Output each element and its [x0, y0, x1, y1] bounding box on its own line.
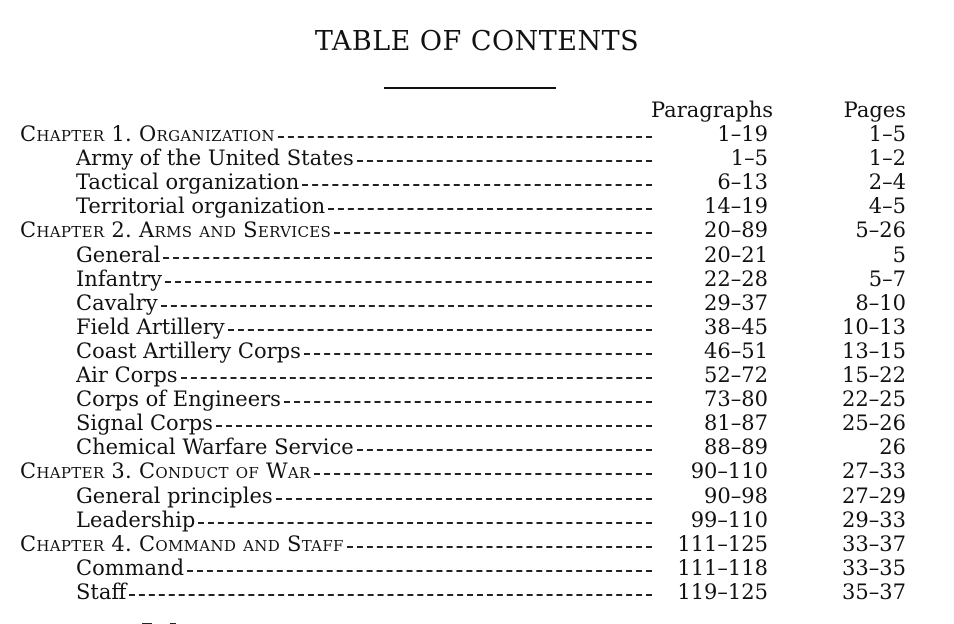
- entry-paragraphs: 90–110: [690, 459, 768, 484]
- entry-title: Leadership: [76, 507, 196, 532]
- section-row: [0, 267, 954, 291]
- cropped-next-line: [130, 612, 830, 624]
- section-row: [0, 435, 954, 459]
- entry-title: Chapter 4. Command and Staff: [20, 531, 344, 556]
- entry-label-with-leader: [76, 411, 656, 435]
- section-row: [0, 170, 954, 194]
- entry-label-with-leader: [76, 387, 656, 411]
- chapter-row: [0, 122, 954, 146]
- entry-label-with-leader: [76, 194, 656, 218]
- entry-pages: 8–10: [855, 290, 906, 315]
- leader-dots: [129, 594, 652, 596]
- leader-dots: [276, 498, 652, 500]
- leader-dots: [278, 136, 652, 138]
- leader-dots: [347, 546, 652, 548]
- column-header-paragraphs: Paragraphs: [650, 98, 773, 122]
- section-row: [0, 484, 954, 508]
- entry-paragraphs: 46–51: [704, 338, 768, 363]
- entry-title: Signal Corps: [76, 411, 213, 436]
- entry-pages: 5: [892, 242, 906, 267]
- leader-dots: [181, 377, 652, 379]
- entry-title: Chemical Warfare Service: [76, 435, 354, 460]
- entry-label-with-leader: [76, 339, 656, 363]
- entry-paragraphs: 111–125: [677, 531, 768, 556]
- entry-title: Tactical organization: [76, 170, 300, 195]
- section-row: [0, 146, 954, 170]
- page-title: TABLE OF CONTENTS: [314, 26, 640, 57]
- entry-label-with-leader: [76, 435, 656, 459]
- entry-title: Army of the United States: [76, 146, 354, 171]
- entry-label-with-leader: [76, 291, 656, 315]
- leader-dots: [314, 473, 652, 475]
- entry-label-with-leader: [20, 532, 656, 556]
- entry-paragraphs: 14–19: [704, 194, 768, 219]
- leader-dots: [357, 160, 652, 162]
- section-row: [0, 556, 954, 580]
- entry-paragraphs: 90–98: [704, 483, 768, 508]
- entry-pages: 29–33: [842, 507, 906, 532]
- leader-dots: [228, 329, 652, 331]
- entry-paragraphs: 88–89: [704, 435, 768, 460]
- entry-label-with-leader: [76, 146, 656, 170]
- entry-paragraphs: 20–21: [704, 242, 768, 267]
- entry-title: Infantry: [76, 266, 162, 291]
- entry-pages: 35–37: [842, 579, 906, 604]
- leader-dots: [304, 353, 652, 355]
- entry-label-with-leader: [20, 122, 656, 146]
- entry-title: Chapter 1. Organization: [20, 122, 275, 146]
- leader-dots: [161, 305, 652, 307]
- entry-label-with-leader: [76, 580, 656, 604]
- entry-label-with-leader: [76, 363, 656, 387]
- entry-title: Territorial organization: [76, 194, 326, 219]
- leader-dots: [328, 208, 652, 210]
- leader-dots: [165, 281, 652, 283]
- entry-paragraphs: 119–125: [677, 579, 768, 604]
- section-row: [0, 243, 954, 267]
- leader-dots: [284, 401, 652, 403]
- entry-label-with-leader: [76, 484, 656, 508]
- section-row: [0, 194, 954, 218]
- entry-pages: 25–26: [842, 411, 906, 436]
- entry-pages: 15–22: [842, 363, 906, 387]
- entry-label-with-leader: [76, 170, 656, 194]
- chapter-row: [0, 459, 954, 483]
- entry-pages: 10–13: [842, 314, 906, 339]
- entry-pages: 2–4: [868, 170, 906, 195]
- entry-label-with-leader: [76, 508, 656, 532]
- entry-pages: 26: [879, 435, 906, 460]
- entry-label-with-leader: [76, 315, 656, 339]
- entry-pages: 1–2: [868, 146, 906, 171]
- entry-paragraphs: 73–80: [704, 387, 768, 412]
- leader-dots: [357, 449, 652, 451]
- column-header-pages: Pages: [843, 98, 906, 122]
- chapter-row: [0, 532, 954, 556]
- entry-pages: 33–35: [842, 555, 906, 580]
- section-row: [0, 291, 954, 315]
- entry-paragraphs: 1–19: [717, 122, 768, 146]
- entry-label-with-leader: [76, 243, 656, 267]
- entry-pages: 27–29: [842, 483, 906, 508]
- leader-dots: [163, 257, 652, 259]
- entry-title: General: [76, 242, 161, 267]
- entry-title: Air Corps: [76, 363, 178, 387]
- entry-paragraphs: 1–5: [730, 146, 768, 171]
- entry-title: Field Artillery: [76, 314, 225, 339]
- section-row: [0, 411, 954, 435]
- entry-title: Command: [76, 555, 185, 580]
- entry-label-with-leader: [20, 218, 656, 242]
- entry-title: Corps of Engineers: [76, 387, 281, 412]
- section-row: [0, 315, 954, 339]
- entry-title: Cavalry: [76, 290, 158, 315]
- entry-paragraphs: 22–28: [704, 266, 768, 291]
- section-row: [0, 387, 954, 411]
- chapter-row: [0, 218, 954, 242]
- cropped-text-fragments: [130, 615, 830, 624]
- entry-paragraphs: 52–72: [704, 363, 768, 387]
- entry-paragraphs: 6–13: [717, 170, 768, 195]
- entry-paragraphs: 29–37: [704, 290, 768, 315]
- entry-title: Chapter 2. Arms and Services: [20, 218, 332, 243]
- entry-pages: 33–37: [842, 531, 906, 556]
- entry-title: Staff: [76, 579, 127, 604]
- entry-paragraphs: 81–87: [704, 411, 768, 436]
- entry-title: General principles: [76, 483, 273, 508]
- title-rule: [384, 87, 556, 89]
- entry-title: Coast Artillery Corps: [76, 338, 301, 363]
- entry-paragraphs: 99–110: [690, 507, 768, 532]
- entry-pages: 27–33: [842, 459, 906, 484]
- section-row: [0, 580, 954, 604]
- entry-pages: 13–15: [842, 338, 906, 363]
- entry-title: Chapter 3. Conduct of War: [20, 459, 311, 484]
- entry-pages: 5–7: [868, 266, 906, 291]
- section-row: [0, 363, 954, 387]
- entry-label-with-leader: [76, 556, 656, 580]
- leader-dots: [302, 184, 652, 186]
- entry-pages: 5–26: [855, 218, 906, 243]
- entry-paragraphs: 38–45: [704, 314, 768, 339]
- entry-paragraphs: 20–89: [704, 218, 768, 243]
- leader-dots: [187, 570, 652, 572]
- entry-paragraphs: 111–118: [677, 555, 768, 580]
- entry-pages: 22–25: [842, 387, 906, 412]
- entry-label-with-leader: [20, 459, 656, 483]
- section-row: [0, 339, 954, 363]
- leader-dots: [198, 522, 652, 524]
- leader-dots: [216, 425, 652, 427]
- entry-pages: 1–5: [868, 122, 906, 146]
- entry-label-with-leader: [76, 267, 656, 291]
- section-row: [0, 508, 954, 532]
- entry-pages: 4–5: [868, 194, 906, 219]
- leader-dots: [334, 232, 652, 234]
